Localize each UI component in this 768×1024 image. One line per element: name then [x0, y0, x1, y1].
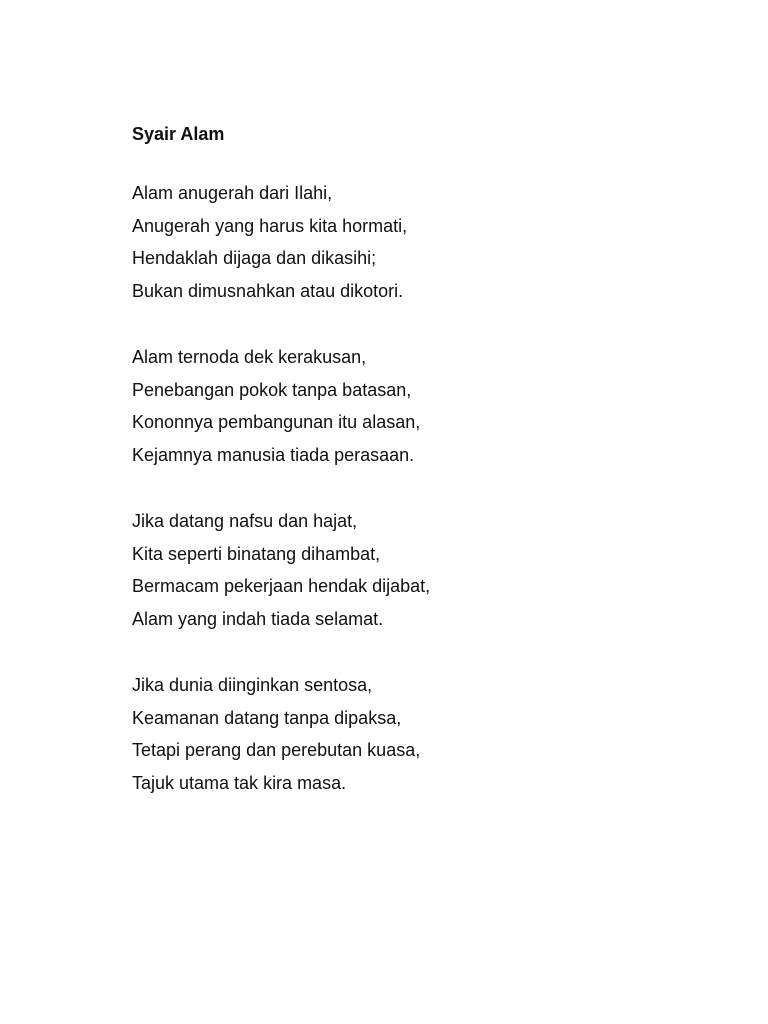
stanza-line: Anugerah yang harus kita hormati, [132, 215, 408, 236]
stanza-1 [132, 177, 692, 307]
stanza-line: Jika datang nafsu dan hajat, [132, 511, 358, 531]
stanza-line: Penebangan pokok tanpa batasan, [132, 379, 412, 400]
stanza-line: Tetapi perang dan perebutan kuasa, [132, 740, 421, 760]
document-page [132, 121, 692, 833]
stanza-2 [132, 341, 692, 471]
stanza-line: Kononnya pembangunan itu alasan, [132, 412, 421, 432]
stanza-line: Alam ternoda dek kerakusan, [132, 347, 367, 367]
poem-title: Syair Alam [132, 124, 225, 144]
stanza-3 [132, 505, 692, 635]
stanza-line: Jika dunia diinginkan sentosa, [132, 675, 373, 695]
stanza-line: Bermacam pekerjaan hendak dijabat, [132, 576, 431, 596]
stanza-line: Alam anugerah dari Ilahi, [132, 183, 333, 203]
stanza-line: Kita seperti binatang dihambat, [132, 543, 381, 564]
stanza-line: Kejamnya manusia tiada perasaan. [132, 444, 415, 465]
stanza-line: Hendaklah dijaga dan dikasihi; [132, 248, 377, 268]
stanza-line: Alam yang indah tiada selamat. [132, 608, 384, 629]
stanza-line: Bukan dimusnahkan atau dikotori. [132, 280, 404, 301]
stanza-4 [132, 669, 692, 799]
stanza-line: Keamanan datang tanpa dipaksa, [132, 707, 402, 728]
stanza-line: Tajuk utama tak kira masa. [132, 772, 347, 793]
